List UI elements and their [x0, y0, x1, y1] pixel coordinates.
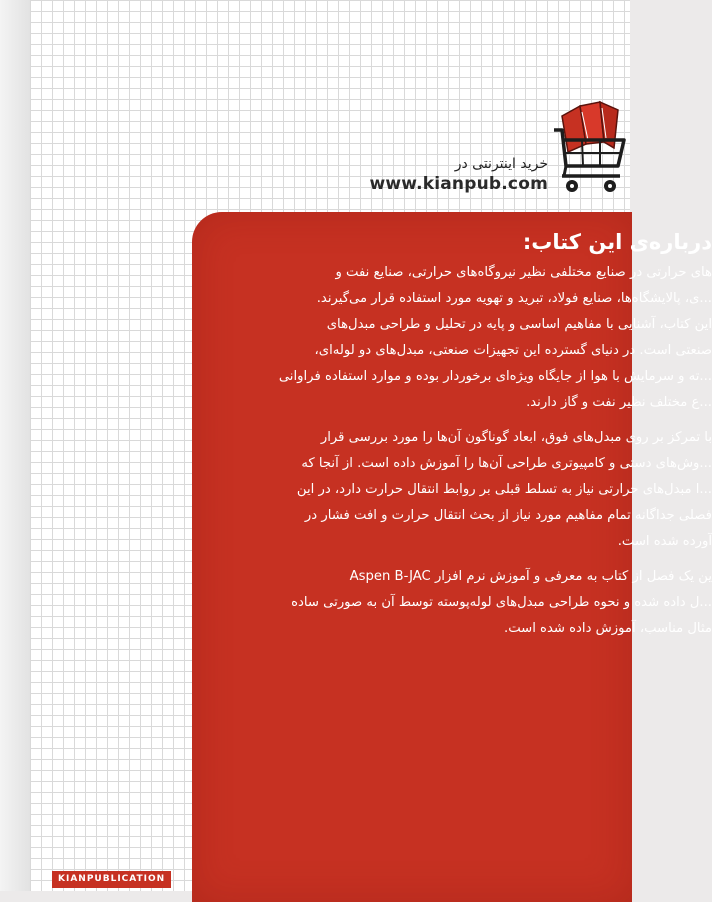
- paragraph-line: ...ل داده شده و نحوه طراحی مبدل‌های لوله‌پوسته توسط آن به صورتی ساده: [291, 595, 712, 610]
- online-shop-block: [350, 96, 630, 206]
- paragraph-line: ...ا مبدل‌های حرارتی نیاز به تسلط قبلی بر روابط انتقال حرارت دارد، در این: [296, 482, 712, 497]
- paragraph-line: ...ی، پالایشگاه‌ها، صنایع فولاد، تبرید و تهویه مورد استفاده قرار می‌گیرند.: [316, 291, 712, 306]
- shop-label: خرید اینترنتی در: [454, 156, 548, 172]
- book-spine-edge: [0, 0, 30, 891]
- publisher-brand-tag: KIANPUBLICATION: [52, 871, 171, 888]
- paragraph-line: مثال مناسب، آموزش داده شده است.: [504, 621, 712, 636]
- paragraph-line: ...ته و سرمایش با هوا از جایگاه ویژه‌ای برخوردار بوده و موارد استفاده فراوانی: [278, 369, 712, 384]
- paragraph-line: های حرارتی در صنایع مختلفی نظیر نیروگاه‌های حرارتی، صنایع نفت و: [335, 265, 712, 280]
- shop-text: [369, 154, 548, 194]
- shopping-cart-books-icon: [552, 96, 630, 200]
- paragraph-line: با تمرکز بر روی مبدل‌های فوق، ابعاد گوناگون آن‌ها را مورد بررسی قرار: [320, 430, 712, 445]
- paragraph-line: ین یک فصل از کتاب به معرفی و آموزش نرم افزار Aspen B-JAC: [349, 569, 712, 584]
- about-paragraph-1: [206, 260, 712, 416]
- about-book-content: [206, 230, 712, 651]
- paragraph-line: آورده شده است.: [617, 534, 712, 549]
- paragraph-line: ...ع مختلف نظیر نفت و گاز دارند.: [526, 395, 712, 410]
- about-paragraph-3: [206, 564, 712, 642]
- paragraph-line: ...وش‌های دستی و کامپیوتری طراحی آن‌ها را آموزش داده است. از آنجا که: [301, 456, 712, 471]
- paragraph-line: فصلی جداگانه تمام مفاهیم مورد نیاز از بحث انتقال حرارت و افت فشار در: [304, 508, 712, 523]
- about-book-title: درباره‌ی این کتاب:: [522, 230, 712, 254]
- paragraph-line: این کتاب، آشنایی با مفاهیم اساسی و پایه در تحلیل و طراحی مبدل‌های: [326, 317, 712, 332]
- about-paragraph-2: [206, 425, 712, 555]
- paragraph-line: صنعتی است. در دنیای گسترده این تجهیزات صنعتی، مبدل‌های دو لوله‌ای،: [314, 343, 712, 358]
- about-book-panel: [192, 212, 712, 902]
- website-link[interactable]: www.kianpub.com: [369, 174, 548, 194]
